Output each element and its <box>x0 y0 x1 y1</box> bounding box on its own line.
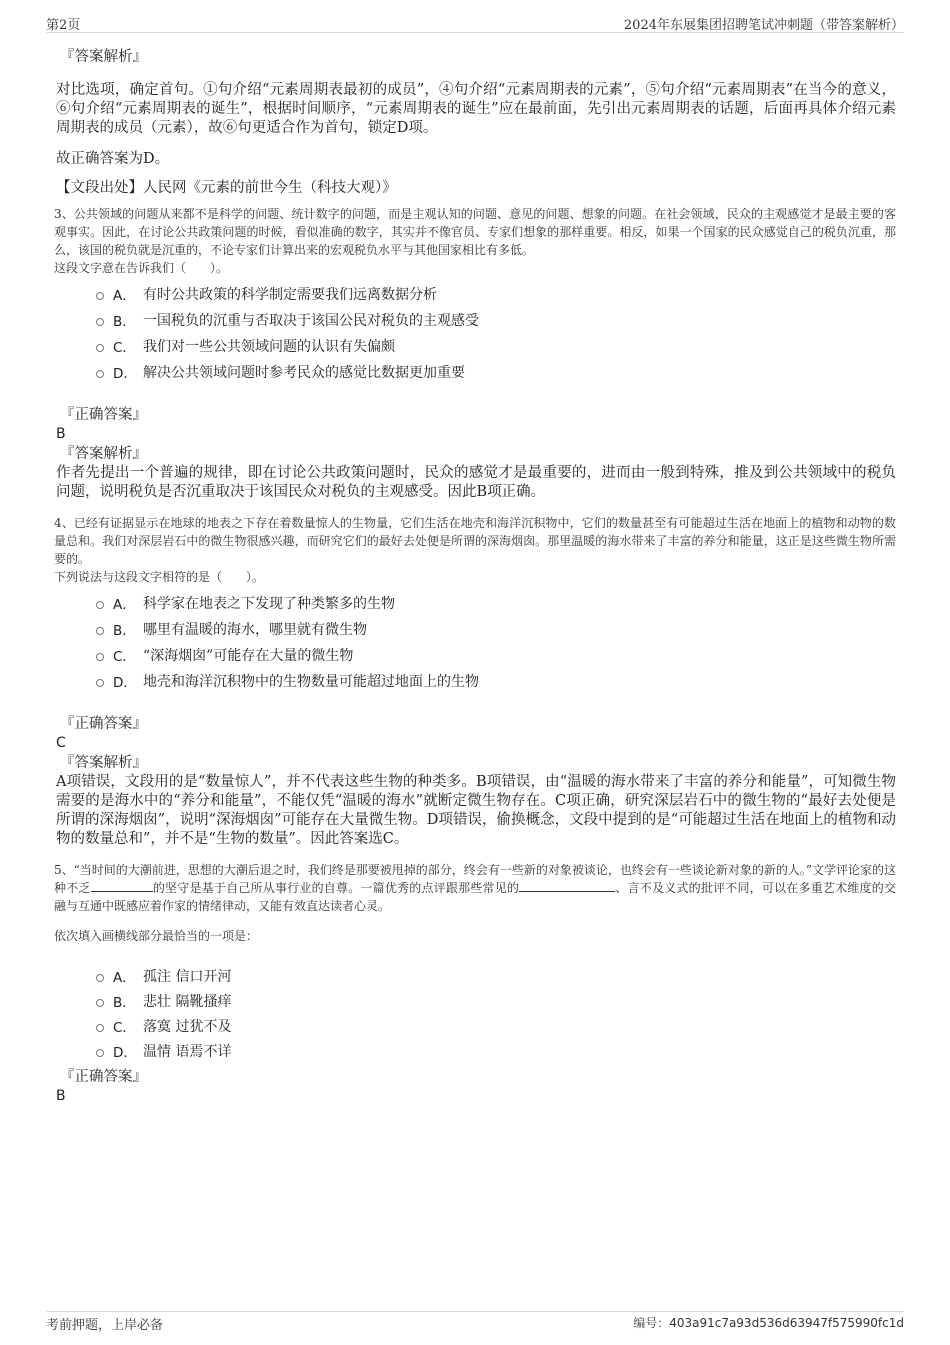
option-c[interactable]: C． “深海烟囱”可能存在大量的微生物 <box>96 642 896 668</box>
document-title: 2024年东展集团招聘笔试冲刺题（带答案解析） <box>623 18 904 33</box>
question-3-stem: 3、公共领域的问题从来都不是科学的问题、统计数字的问题，而是主观认知的问题、意见的问题、想象的问题。在社会领域，民众的主观感觉才是最主要的客观事实。因此，在讨论公共政策问题的时候，看似准确的数字，其实并不像官员、专家们想象的那样重要。相反，如果一个国家的民众感觉自己的税负沉重，那么，该国的税负就是沉重的，不论专家们计算出来的宏观税负水平与其他国家相比有多低。 <box>54 207 896 257</box>
radio-button[interactable] <box>96 1024 104 1032</box>
radio-button[interactable] <box>96 601 104 609</box>
source-text: 【文段出处】人民网《元素的前世今生（科技大观）》 <box>56 180 397 196</box>
question-5-options <box>56 963 896 1063</box>
question-4-options <box>56 590 896 694</box>
option-a[interactable]: A． 科学家在地表之下发现了种类繁多的生物 <box>96 590 896 616</box>
conclusion-text: 故正确答案为D。 <box>56 151 170 167</box>
question-5-stem: 5、“当时间的大潮前进，思想的大潮后退之时，我们终是那要被甩掉的部分，终会有一些新的对象被谈论，也终会有一些谈论新对象的新的人。”文学评论家的这种不乏 的坚守是基于自己所从事行业的自尊。一篇优秀的点评跟那些常见的 、言不及义式的批评不同，可以在多重艺术维度的交融与互通中既感应着作家的情绪律动，又能有效直达读者心灵。 <box>54 863 896 913</box>
radio-button[interactable] <box>96 292 104 300</box>
question-4-prompt: 下列说法与这段文字相符的是（ ）。 <box>54 570 265 584</box>
option-b[interactable]: B． 一国税负的沉重与否取决于该国公民对税负的主观感受 <box>96 307 896 333</box>
option-c[interactable]: C． 我们对一些公共领域问题的认识有失偏颇 <box>96 333 896 359</box>
answer-value: B <box>56 1088 66 1104</box>
document-id: 编号：403a91c7a93d536d63947f575990fc1d <box>633 1316 904 1330</box>
radio-button[interactable] <box>96 679 104 687</box>
option-d[interactable]: D． 温情 语焉不详 <box>96 1038 896 1063</box>
radio-button[interactable] <box>96 653 104 661</box>
explain-text: 作者先提出一个普遍的规律，即在讨论公共政策问题时，民众的感觉才是最重要的，进而由一般到特殊，推及到公共领域中的税负问题，说明税负是否沉重取决于该国民众对税负的主观感受。因此B项正确。 <box>56 465 896 500</box>
answer-value: B <box>56 426 66 442</box>
page-footer <box>46 1311 904 1334</box>
fill-blank-1 <box>91 879 153 892</box>
radio-button[interactable] <box>96 344 104 352</box>
answer-label: 『正确答案』 <box>60 407 147 423</box>
question-3-prompt: 这段文字意在告诉我们（ ）。 <box>54 261 229 275</box>
option-d[interactable]: D． 解决公共领域问题时参考民众的感觉比数据更加重要 <box>96 359 896 385</box>
radio-button[interactable] <box>96 1049 104 1057</box>
option-a[interactable]: A． 有时公共政策的科学制定需要我们远离数据分析 <box>96 281 896 307</box>
explain-text: A项错误，文段用的是“数量惊人”，并不代表这些生物的种类多。B项错误，由“温暖的海水带来了丰富的养分和能量”，可知微生物需要的是海水中的“养分和能量”，不能仅凭“温暖的海水”就断定微生物存在。C项正确，研究深层岩石中的微生物的“最好去处便是所谓的深海烟囱”，说明“深海烟囱”可能存在大量微生物。D项错误，偷换概念，文段中提到的是“可能超过生活在地面上的植物和动物的数量总和”，并不是“生物的数量”。因此答案选C。 <box>56 774 896 847</box>
radio-button[interactable] <box>96 974 104 982</box>
option-b[interactable]: B． 哪里有温暖的海水，哪里就有微生物 <box>96 616 896 642</box>
explain-label: 『答案解析』 <box>60 755 147 771</box>
explain-label: 『答案解析』 <box>60 49 147 65</box>
document-body <box>56 45 896 1106</box>
answer-value: C <box>56 735 66 751</box>
option-b[interactable]: B． 悲壮 隔靴搔痒 <box>96 988 896 1013</box>
answer-label: 『正确答案』 <box>60 1069 147 1085</box>
radio-button[interactable] <box>96 318 104 326</box>
explain-label: 『答案解析』 <box>60 446 147 462</box>
question-5-prompt: 依次填入画横线部分最恰当的一项是： <box>54 929 259 943</box>
explain-text: 对比选项，确定首句。①句介绍“元素周期表最初的成员”，④句介绍“元素周期表的元素”，⑤句介绍“元素周期表”在当今的意义，⑥句介绍“元素周期表的诞生”，根据时间顺序，“元素周期表的诞生”应在最前面，先引出元素周期表的话题，后面再具体介绍元素周期表的成员（元素），故⑥句更适合作为首句，锁定D项。 <box>56 82 896 136</box>
option-a[interactable]: A． 孤注 信口开河 <box>96 963 896 988</box>
question-3-options <box>56 281 896 385</box>
page-number: 第2页 <box>46 18 81 33</box>
radio-button[interactable] <box>96 627 104 635</box>
footer-slogan: 考前押题，上岸必备 <box>46 1318 164 1333</box>
radio-button[interactable] <box>96 370 104 378</box>
page-header <box>46 14 904 33</box>
answer-label: 『正确答案』 <box>60 716 147 732</box>
option-c[interactable]: C． 落寞 过犹不及 <box>96 1013 896 1038</box>
question-4-stem: 4、已经有证据显示在地球的地表之下存在着数量惊人的生物量，它们生活在地壳和海洋沉积物中，它们的数量甚至有可能超过生活在地面上的植物和动物的数量总和。我们对深层岩石中的微生物很感兴趣，而研究它们的最好去处便是所谓的深海烟囱。那里温暖的海水带来了丰富的养分和能量，这正是这些微生物所需要的。 <box>54 516 896 566</box>
option-d[interactable]: D． 地壳和海洋沉积物中的生物数量可能超过地面上的生物 <box>96 668 896 694</box>
radio-button[interactable] <box>96 999 104 1007</box>
fill-blank-2 <box>519 879 615 892</box>
